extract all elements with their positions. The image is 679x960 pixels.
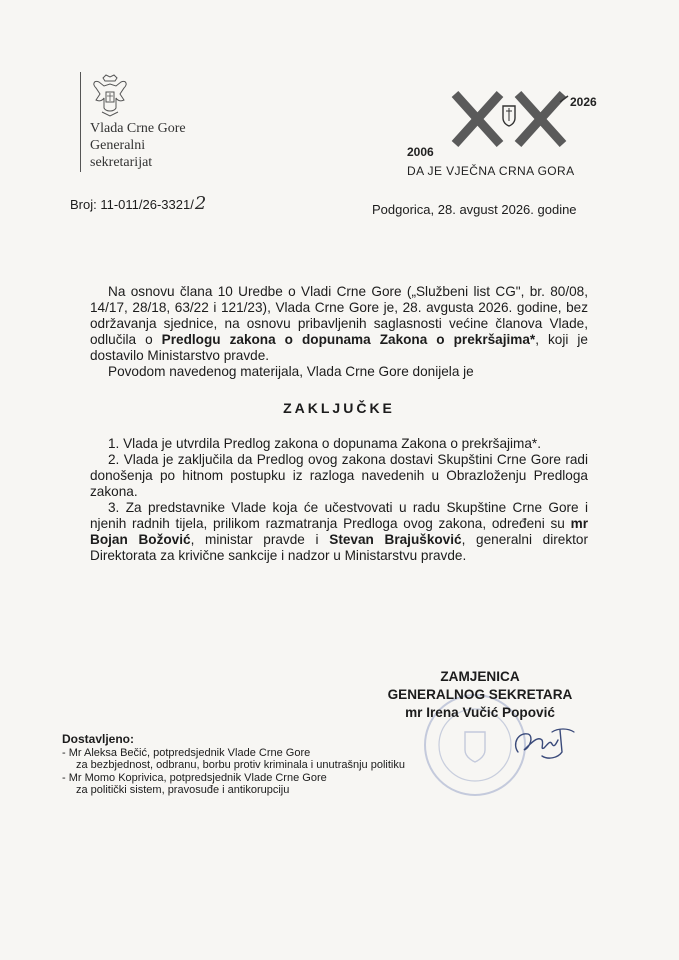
org-line-2: Generalni bbox=[90, 138, 146, 153]
intro-paragraph bbox=[90, 284, 588, 364]
recipient-2: - Mr Momo Koprivica, potpredsjednik Vlade Crne Gore bbox=[62, 771, 327, 784]
conclusion-3-text-a: 3. Za predstavnike Vlade koja će učestvovati u radu Skupštine Crne Gore i njenih radnih tijela, prilikom razmatranja Predloga ovog zakona, određeni su bbox=[90, 500, 588, 531]
representative-2: Stevan Brajušković bbox=[329, 532, 462, 547]
logo-year-right: 2026 bbox=[570, 95, 597, 109]
conclusion-1: 1. Vlada je utvrdila Predlog zakona o dopunama Zakona o prekršajima*. bbox=[108, 436, 541, 451]
signatory-name: mr Irena Vučić Popović bbox=[405, 705, 555, 720]
reference-number-handwritten: 2 bbox=[194, 193, 207, 214]
conclusion-3-text-c: , generalni direktor Direktorata za krivične sankcije i nadzor u Ministarstvu pravde. bbox=[90, 532, 588, 563]
recipient-1: - Mr Aleksa Bečić, potpredsjednik Vlade Crne Gore bbox=[62, 746, 311, 759]
representative-1: mr Bojan Božović bbox=[90, 516, 588, 547]
reference-number-text: Broj: 11-011/26-3321/ bbox=[70, 197, 194, 212]
conclusions-heading: ZAKLJUČKE bbox=[283, 400, 395, 416]
header-divider bbox=[80, 72, 81, 172]
decision-paragraph: Povodom navedenog materijala, Vlada Crne Gore donijela je bbox=[108, 364, 474, 379]
conclusion-2: 2. Vlada je zaključila da Predlog ovog zakona dostavi Skupštini Crne Gore radi donošenja po hitnom postupku iz razloga navedenih u Obrazloženju Predloga zakona. bbox=[90, 452, 588, 499]
org-line-1: Vlada Crne Gore bbox=[90, 121, 186, 136]
reference-number bbox=[70, 193, 206, 214]
signatory-title-2: GENERALNOG SEKRETARA bbox=[387, 687, 573, 702]
document-body bbox=[90, 284, 588, 564]
signatory-title-1: ZAMJENICA bbox=[440, 669, 520, 684]
recipient-2-portfolio: za politički sistem, pravosuđe i antikorupciju bbox=[76, 784, 290, 796]
place-and-date: Podgorica, 28. avgust 2026. godine bbox=[372, 202, 577, 217]
intro-bill-title: Predlogu zakona o dopunama Zakona o prekršajima* bbox=[161, 332, 536, 347]
organization-name bbox=[90, 120, 186, 171]
recipient-1-portfolio: za bezbjednost, odbranu, borbu protiv kriminala i unutrašnju politiku bbox=[76, 759, 405, 771]
logo-motto: DA JE VJEČNA CRNA GORA bbox=[407, 164, 575, 178]
conclusion-3-text-b: , ministar pravde i bbox=[190, 532, 330, 547]
logo-year-left: 2006 bbox=[407, 145, 434, 159]
distribution-list bbox=[62, 733, 405, 797]
handwritten-signature bbox=[508, 722, 580, 764]
conclusion-3 bbox=[90, 500, 588, 564]
distribution-title: Dostavljeno: bbox=[62, 732, 135, 746]
org-line-3: sekretarijat bbox=[90, 155, 153, 170]
intro-text-a: Na osnovu člana 10 Uredbe o Vladi Crne Gore („Službeni list CG", br. 80/08, 14/17, 28/18, 63/22 i 121/23), Vlada Crne Gore je, 28. avgusta 2026. godine, bez održavanja sjednice, na osnovu pribavljenih saglasnosti većine članova Vlade, odlučila o bbox=[90, 284, 588, 347]
coat-of-arms-icon bbox=[90, 74, 130, 118]
signature-block bbox=[360, 668, 600, 722]
intro-text-b: , koji je dostavilo Ministarstvo pravde. bbox=[90, 332, 588, 363]
